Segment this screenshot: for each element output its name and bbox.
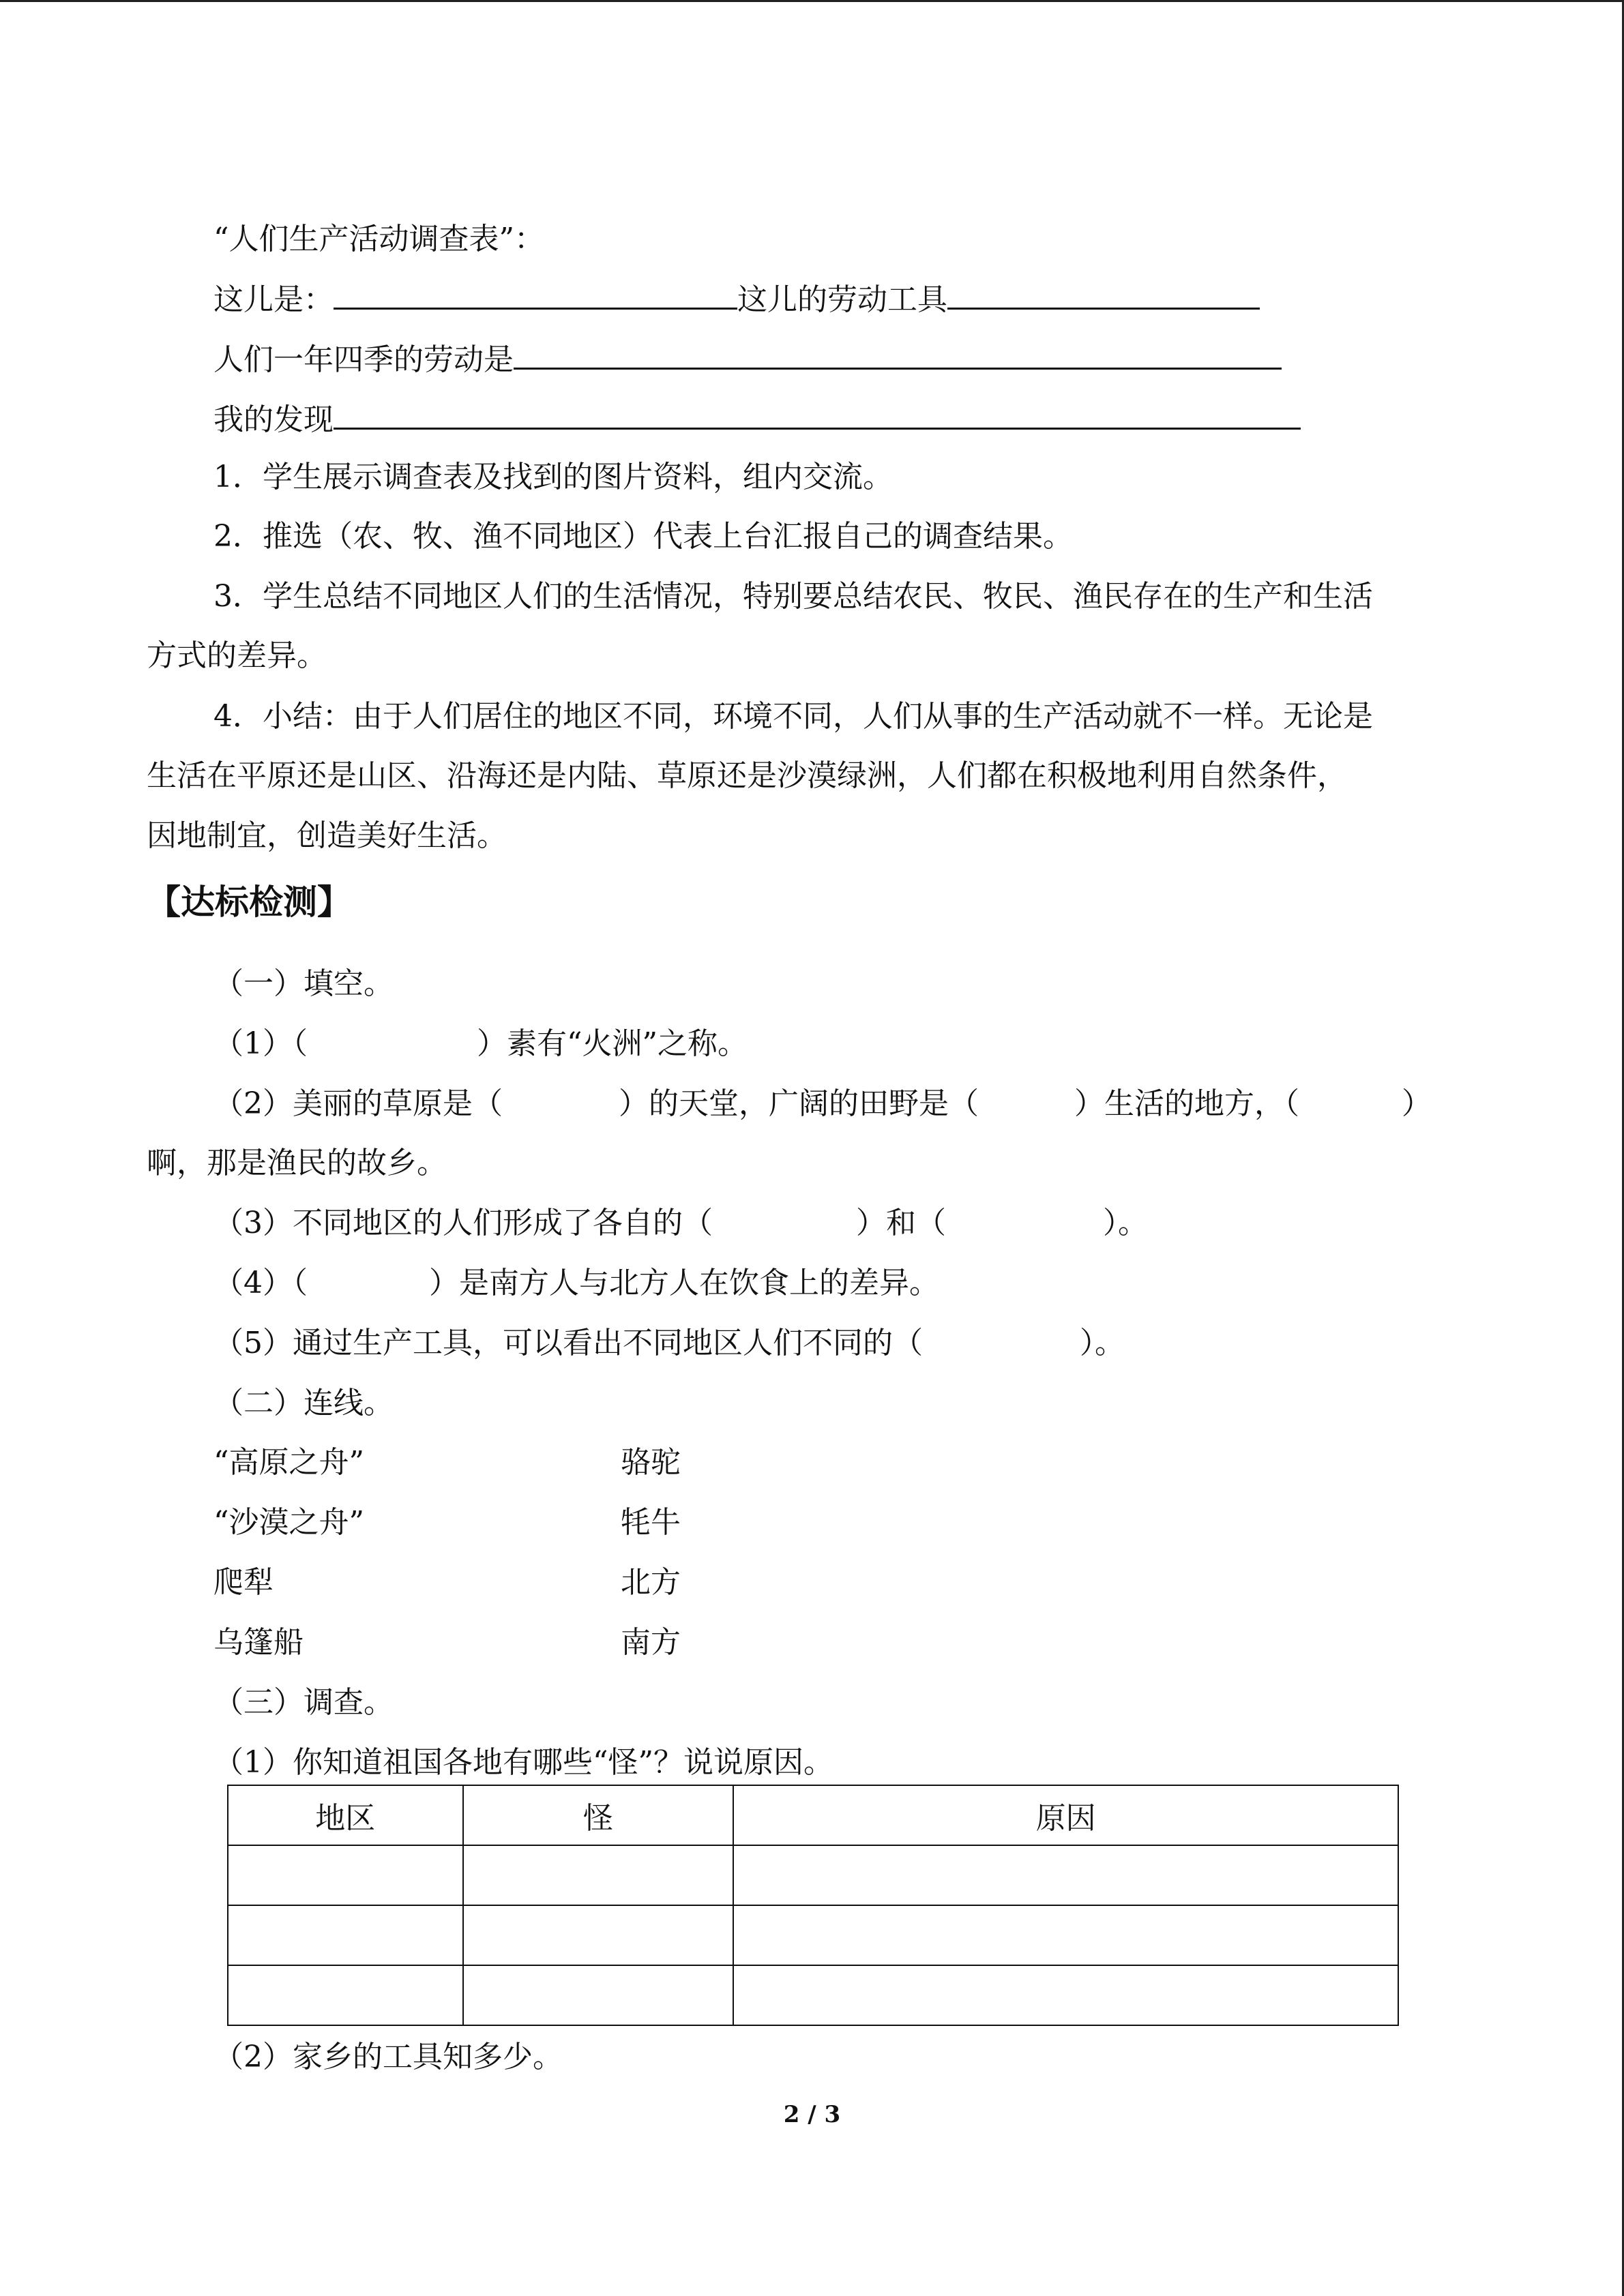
fill-q1: [213, 1024, 748, 1064]
match-left-1[interactable]: “高原之舟”: [213, 1445, 364, 1480]
match-left-4[interactable]: 乌篷船: [213, 1625, 304, 1660]
header-region: 地区: [228, 1785, 463, 1845]
page-number: 2 / 3: [783, 2101, 841, 2128]
table-cell[interactable]: [228, 1965, 463, 2025]
table-cell[interactable]: [733, 1965, 1398, 2025]
survey-table: [227, 1785, 1399, 2026]
match-title: （二）连线。: [213, 1386, 394, 1420]
match-right-4[interactable]: 南方: [621, 1625, 681, 1660]
label-here: 这儿是：: [213, 282, 334, 317]
label-seasons: 人们一年四季的劳动是: [213, 342, 514, 377]
blank-discovery[interactable]: [334, 396, 1301, 430]
step-3-line-1: 3．学生总结不同地区人们的生活情况，特别要总结农民、牧民、渔民存在的生产和生活: [213, 579, 1373, 614]
match-right-2[interactable]: 牦牛: [621, 1505, 681, 1540]
blank-tools[interactable]: [947, 276, 1260, 310]
header-reason: 原因: [733, 1785, 1398, 1845]
table-row: [228, 1845, 1398, 1905]
fill-q5-part-a: （5）通过生产工具，可以看出不同地区人们不同的（: [213, 1326, 923, 1360]
match-right-1[interactable]: 骆驼: [621, 1445, 681, 1480]
survey-q1: （1）你知道祖国各地有哪些“怪”？说说原因。: [213, 1745, 833, 1780]
step-4-line-2: 生活在平原还是山区、沿海还是内陆、草原还是沙漠绿洲，人们都在积极地利用自然条件，: [147, 758, 1347, 793]
step-4-line-1: 4．小结：由于人们居住的地区不同，环境不同，人们从事的生产活动就不一样。无论是: [213, 699, 1373, 734]
survey-title: （三）调查。: [213, 1685, 394, 1720]
table-row: [228, 1965, 1398, 2025]
fill-q4-part-a: （4）（: [213, 1266, 308, 1300]
line-discovery: [213, 396, 1301, 441]
label-tools: 这儿的劳动工具: [737, 282, 947, 317]
table-cell[interactable]: [228, 1905, 463, 1965]
table-cell[interactable]: [733, 1905, 1398, 1965]
fill-q3-part-a: （3）不同地区的人们形成了各自的（: [213, 1206, 713, 1240]
fill-q2-line-2: 啊，那是渔民的故乡。: [147, 1146, 447, 1180]
fill-q5-part-b: ）。: [1080, 1326, 1125, 1360]
survey-form-title: “人们生产活动调查表”：: [213, 222, 544, 256]
fill-q4-part-b: ）是南方人与北方人在饮食上的差异。: [429, 1266, 939, 1300]
fill-q3-part-b: ）和（: [856, 1206, 946, 1240]
fill-q4: [213, 1263, 939, 1304]
fill-q1-part-b: ）素有“火洲”之称。: [477, 1026, 748, 1061]
fill-q5: [213, 1323, 1125, 1364]
survey-q2: （2）家乡的工具知多少。: [213, 2040, 563, 2074]
fill-title: （一）填空。: [213, 966, 394, 1001]
label-discovery: 我的发现: [213, 402, 334, 437]
blank-seasons[interactable]: [514, 336, 1282, 370]
table-cell[interactable]: [463, 1905, 734, 1965]
match-left-2[interactable]: “沙漠之舟”: [213, 1505, 364, 1540]
table-cell[interactable]: [463, 1845, 734, 1905]
fill-q2-part-d: ）: [1402, 1086, 1432, 1121]
table-cell[interactable]: [463, 1965, 734, 2025]
table-row: [228, 1905, 1398, 1965]
fill-q2-part-a: （2）美丽的草原是（: [213, 1086, 503, 1121]
step-2: 2．推选（农、牧、渔不同地区）代表上台汇报自己的调查结果。: [213, 519, 1073, 554]
table-header-row: [228, 1785, 1398, 1845]
header-oddity: 怪: [463, 1785, 734, 1845]
fill-q3-part-c: ）。: [1103, 1206, 1148, 1240]
fill-q2: [213, 1084, 1432, 1124]
line-location: [213, 276, 1260, 320]
fill-q2-part-c: ）生活的地方，（: [1074, 1086, 1299, 1121]
section-heading: 【达标检测】: [147, 882, 351, 922]
match-right-3[interactable]: 北方: [621, 1565, 681, 1600]
match-left-3[interactable]: 爬犁: [213, 1565, 274, 1600]
fill-q1-part-a: （1）（: [213, 1026, 308, 1061]
blank-location[interactable]: [334, 276, 737, 310]
fill-q2-part-b: ）的天堂，广阔的田野是（: [619, 1086, 979, 1121]
fill-q3: [213, 1203, 1148, 1244]
table-cell[interactable]: [733, 1845, 1398, 1905]
line-seasons: [213, 336, 1282, 381]
step-3-line-2: 方式的差异。: [147, 638, 327, 673]
step-1: 1．学生展示调查表及找到的图片资料，组内交流。: [213, 460, 893, 494]
step-4-line-3: 因地制宜，创造美好生活。: [147, 818, 507, 853]
table-cell[interactable]: [228, 1845, 463, 1905]
